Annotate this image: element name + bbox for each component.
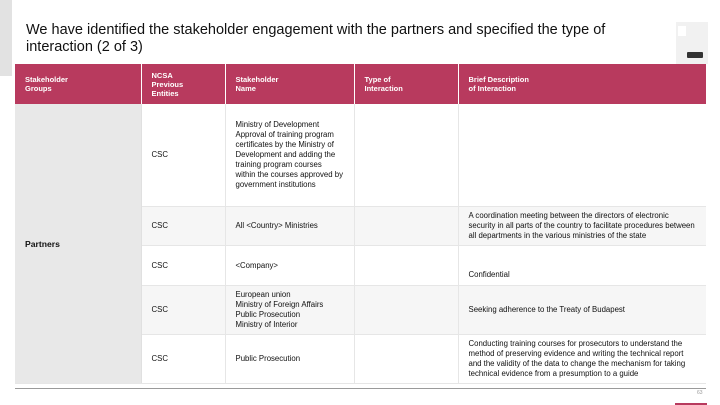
entity-cell: CSC (141, 104, 225, 207)
header-brief-description: Brief Description of Interaction (458, 64, 706, 104)
stakeholder-name-cell: European union Ministry of Foreign Affairs Public Prosecution Ministry of Interior (225, 286, 354, 335)
description-cell: Seeking adherence to the Treaty of Budapest (458, 286, 706, 335)
company-logo (676, 22, 708, 64)
entity-cell: CSC (141, 246, 225, 286)
header-ncsa-previous-entities: NCSA Previous Entities (141, 64, 225, 104)
table-header-row (15, 64, 706, 104)
table-row (15, 104, 706, 207)
footer-divider (15, 388, 706, 389)
logo-notch (678, 26, 686, 36)
group-cell-partners: Partners (15, 104, 141, 384)
page-number: 63 (697, 390, 703, 396)
entity-cell: CSC (141, 207, 225, 246)
stakeholder-name-cell: <Company> (225, 246, 354, 286)
interaction-type-cell (354, 286, 458, 335)
stakeholder-table (15, 64, 706, 384)
interaction-type-cell (354, 335, 458, 384)
description-cell: Conducting training courses for prosecutors to understand the method of preserving evidence and writing the technical report and the validity of the data to change the mechanism for taking technical evidence from a presumption to a guide (458, 335, 706, 384)
description-cell: Confidential (458, 246, 706, 286)
left-edge-tab (0, 0, 12, 76)
header-stakeholder-groups: Stakeholder Groups (15, 64, 141, 104)
interaction-type-cell (354, 246, 458, 286)
header-type-of-interaction: Type of Interaction (354, 64, 458, 104)
header-stakeholder-name: Stakeholder Name (225, 64, 354, 104)
slide-title: We have identified the stakeholder engagement with the partners and specified the type of interaction (2 of 3) (26, 22, 606, 55)
interaction-type-cell (354, 207, 458, 246)
description-cell (458, 104, 706, 207)
stakeholder-name-cell: All <Country> Ministries (225, 207, 354, 246)
description-cell: A coordination meeting between the directors of electronic security in all parts of the country to facilitate procedures between all departments in the various ministries of the state (458, 207, 706, 246)
stakeholder-name-cell: Ministry of Development Approval of training program certificates by the Ministry of Development and adding the training program courses within the courses approved by government institutions (225, 104, 354, 207)
entity-cell: CSC (141, 286, 225, 335)
stakeholder-name-cell: Public Prosecution (225, 335, 354, 384)
logo-mark (687, 52, 703, 58)
entity-cell: CSC (141, 335, 225, 384)
interaction-type-cell (354, 104, 458, 207)
